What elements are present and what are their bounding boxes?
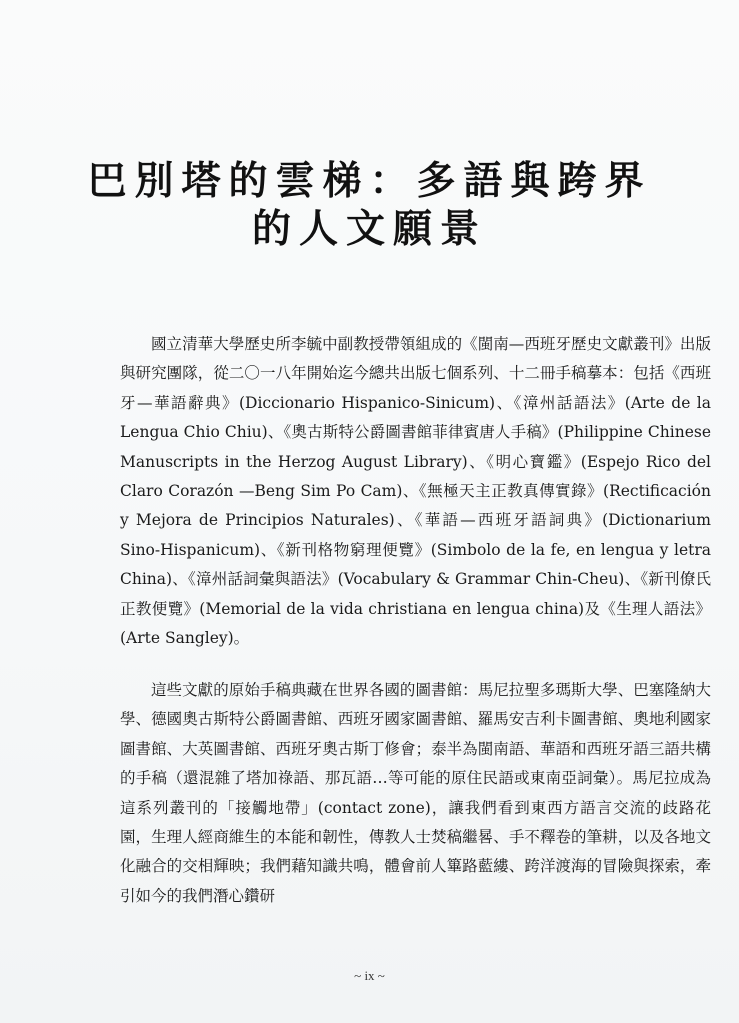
page-number: ~ ix ~ xyxy=(354,968,385,983)
chapter-title-line-2: 的人文願景 xyxy=(251,206,487,252)
chapter-title-line-1: 巴別塔的雲梯：多語與跨界 xyxy=(87,158,652,204)
paragraph-2: 這些文獻的原始手稿典藏在世界各國的圖書館：馬尼拉聖多瑪斯大學、巴塞隆納大學、德國奧古斯特公爵圖書館、西班牙國家圖書館、羅馬安吉利卡圖書館、奧地利國家圖書館、大英圖書館、西班牙奧古斯丁修會；泰半為閩南語、華語和西班牙語三語共構的手稿（還混雜了塔加祿語、那瓦語…等可能的原住民語或東南亞詞彙）。馬尼拉成為這系列叢刊的「接觸地帶」(contact zone)，讓我們看到東西方語言交流的歧路花園，生理人經商維生的本能和韌性，傳教人士焚稿繼晷、手不釋卷的筆耕，以及各地文化融合的交相輝映；我們藉知識共鳴，體會前人篳路藍縷、跨洋渡海的冒險與探索，牽引如今的我們潛心鑽研 xyxy=(120,681,711,905)
paragraph-1: 國立清華大學歷史所李毓中副教授帶領組成的《閩南—西班牙歷史文獻叢刊》出版與研究團隊，從二〇一八年開始迄今總共出版七個系列、十二冊手稿摹本：包括《西班牙—華語辭典》(Diccionario Hispanico-Sinicum)、《漳州話語法》(Arte de la Lengua Chio Chiu)、《奧古斯特公爵圖書館菲律賓唐人手稿》(Philippine Chinese Manuscripts in the Herzog August Library)、《明心寶鑑》(Espejo Rico del Claro Corazón —Beng Sim Po Cam)、《無極天主正教真傳實錄》(Rectificación y Mejora de Principios Naturales)、《華語—西班牙語詞典》(Dictionarium Sino-Hispanicum)、《新刊格物窮理便覽》(Simbolo de la fe, en lengua y letra China)、《漳州話詞彙與語法》(Vocabulary & Grammar Chin-Cheu)、《新刊僚氏正教便覽》(Memorial de la vida christiana en lengua china)及《生理人語法》(Arte Sangley)。 xyxy=(120,335,711,648)
